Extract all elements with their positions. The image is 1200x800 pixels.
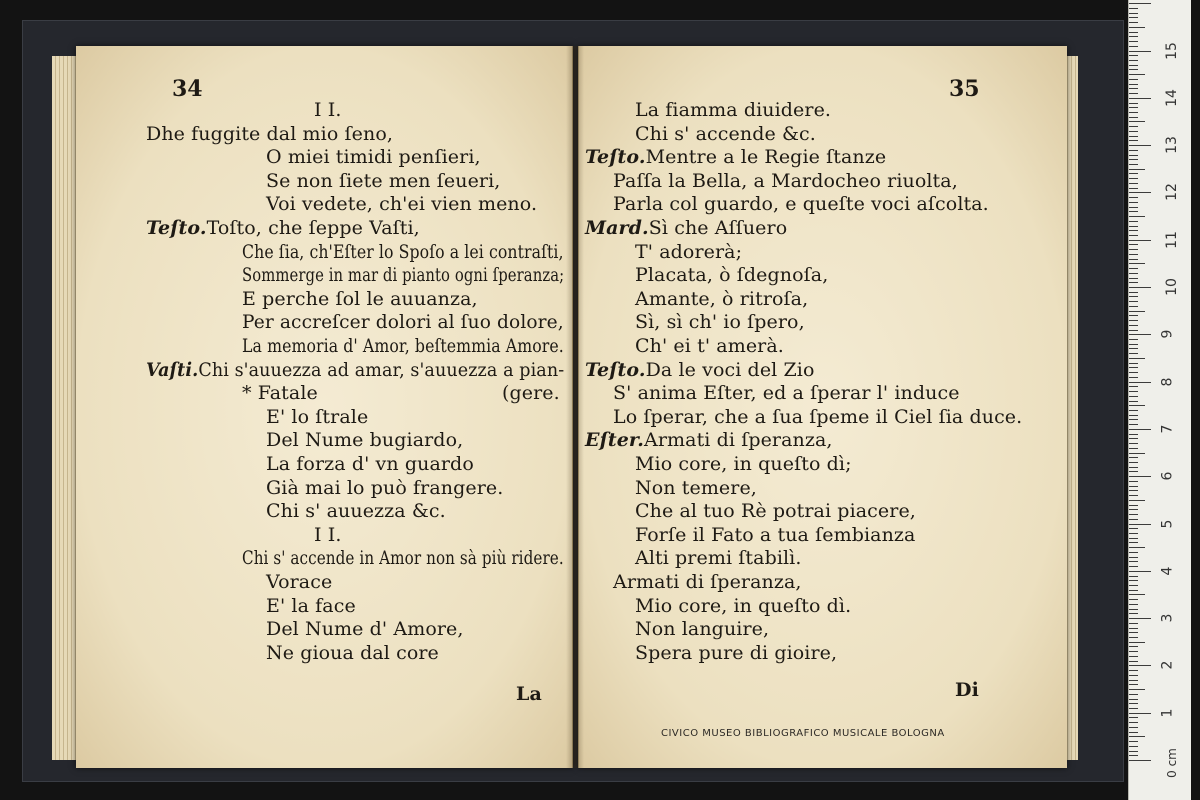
verse-text: Chi s' accende in Amor non sà più ridere.: [242, 547, 564, 570]
right-page-line: [635, 240, 742, 264]
ruler-number: 5: [1159, 519, 1176, 528]
verse-text: Già mai lo può frangere.: [266, 476, 504, 499]
ruler-tick: [1129, 590, 1138, 591]
ruler-tick: [1129, 509, 1138, 510]
verse-text: T' adorerà;: [635, 240, 743, 263]
left-page-line: [266, 428, 463, 452]
ruler-tick: [1129, 651, 1138, 652]
left-page-line: [266, 570, 332, 594]
speaker-label: Mard.: [585, 217, 649, 239]
ruler-tick: [1129, 41, 1138, 42]
verse-text: Voi vedete, ch'ei vien meno.: [266, 193, 538, 216]
ruler-tick: [1129, 145, 1151, 146]
right-page-line: [635, 617, 769, 641]
verse-text: I I.: [314, 99, 342, 121]
left-page-line: [146, 358, 564, 382]
ruler-tick: [1129, 292, 1138, 293]
left-page-line: [266, 169, 500, 193]
ruler-tick: [1129, 637, 1138, 638]
ruler-tick: [1129, 22, 1138, 23]
verse-text: La memoria d' Amor, beſtemmia Amore.: [242, 335, 564, 357]
ruler-tick: [1129, 126, 1138, 127]
ruler-tick: [1129, 736, 1145, 737]
ruler-tick: [1129, 419, 1138, 420]
left-page-line: [266, 476, 503, 500]
ruler-tick: [1129, 566, 1138, 567]
verse-text: E' lo ſtrale: [266, 405, 369, 428]
ruler-tick: [1129, 656, 1138, 657]
right-page-line: [635, 287, 808, 311]
ruler-tick: [1129, 580, 1138, 581]
right-page-line: [635, 476, 757, 500]
ruler-tick: [1129, 334, 1151, 335]
ruler-tick: [1129, 429, 1151, 430]
ruler-tick: [1129, 410, 1138, 411]
ruler-tick: [1129, 514, 1138, 515]
ruler-tick: [1129, 377, 1138, 378]
ruler-tick: [1129, 741, 1138, 742]
ruler-tick: [1129, 538, 1138, 539]
ruler-number: 2: [1159, 660, 1176, 670]
ruler-tick: [1129, 424, 1138, 425]
verse-text: Se non ſiete men ſeueri,: [266, 169, 501, 192]
ruler-tick: [1129, 273, 1138, 274]
verse-text: Forſe il Fato a tua ſembianza: [635, 523, 916, 546]
ruler-tick: [1129, 684, 1138, 685]
ruler-tick: [1129, 51, 1151, 52]
ruler-tick: [1129, 13, 1138, 14]
verse-text: Armati di ſperanza,: [613, 571, 802, 593]
ruler-tick: [1129, 216, 1145, 217]
left-page-line: [242, 381, 318, 405]
verse-text: Alti premi ſtabilì.: [635, 547, 802, 570]
verse-text: Chi s'auuezza ad amar, s'auuezza a pian-: [198, 358, 565, 381]
ruler-tick: [1129, 192, 1151, 193]
ruler-tick: [1129, 3, 1151, 4]
ruler-tick: [1129, 17, 1138, 18]
speaker-label: Teſto.: [585, 358, 646, 381]
ruler-tick: [1129, 55, 1138, 56]
right-page-line: [613, 169, 958, 193]
ruler-tick: [1129, 453, 1145, 454]
ruler-tick: [1129, 434, 1138, 435]
speaker-label: Vaſti.: [146, 358, 199, 381]
ruler-tick: [1129, 561, 1138, 562]
ruler-tick: [1129, 363, 1138, 364]
ruler-tick: [1129, 713, 1151, 714]
verse-text: Del Nume bugiardo,: [266, 429, 464, 452]
ruler-tick: [1129, 708, 1138, 709]
ruler-tick: [1129, 557, 1138, 558]
ruler-tick: [1129, 547, 1145, 548]
ruler-tick: [1129, 301, 1138, 302]
right-page-line: [585, 358, 815, 382]
ruler-tick: [1129, 178, 1138, 179]
ruler-tick: [1129, 211, 1138, 212]
ruler-tick: [1129, 495, 1138, 496]
verse-text: O miei timidi penſieri,: [266, 146, 481, 169]
ruler-number: 9: [1159, 329, 1176, 339]
ruler-tick: [1129, 98, 1151, 99]
right-page-line: [585, 145, 886, 169]
ruler-tick: [1129, 207, 1138, 208]
ruler-tick: [1129, 746, 1138, 747]
ruler-tick: [1129, 93, 1138, 94]
right-page: [578, 46, 1067, 768]
ruler-tick: [1129, 344, 1138, 345]
ruler-tick: [1129, 594, 1145, 595]
ruler-tick: [1129, 169, 1145, 170]
verse-text: Del Nume d' Amore,: [266, 618, 464, 641]
ruler-tick: [1129, 462, 1138, 463]
verse-text: Sommerge in mar di pianto ogni ſperanza;: [242, 264, 565, 287]
ruler-tick: [1129, 467, 1138, 468]
ruler-tick: [1129, 79, 1138, 80]
ruler-number: 1: [1159, 708, 1176, 718]
verse-text: Placata, ò ſdegnoſa,: [635, 264, 829, 287]
speaker-label: Teſto.: [146, 217, 207, 239]
left-page-line: [266, 641, 439, 665]
ruler-tick: [1129, 112, 1138, 113]
ruler-tick: [1129, 642, 1145, 643]
verse-text: Ch' ei t' amerà.: [635, 335, 784, 357]
ruler-tick: [1129, 183, 1138, 184]
ruler-tick: [1129, 528, 1138, 529]
speaker-label: Teſto.: [585, 146, 646, 169]
ruler-tick: [1129, 358, 1145, 359]
ruler-tick: [1129, 240, 1151, 241]
verse-text: E perche ſol le auuanza,: [242, 287, 478, 310]
ruler-tick: [1129, 235, 1138, 236]
ruler-tick: [1129, 386, 1138, 387]
ruler-number: 15: [1163, 41, 1180, 60]
verse-text: Sì che Aſſuero: [648, 217, 788, 239]
ruler-tick: [1129, 755, 1138, 756]
ruler-tick: [1129, 244, 1138, 245]
ruler-tick: [1129, 689, 1145, 690]
right-page-number: 35: [949, 76, 980, 102]
ruler-tick: [1129, 481, 1138, 482]
ruler-tick: [1129, 670, 1138, 671]
verse-text: La fiamma diuidere.: [635, 99, 832, 121]
ruler-tick: [1129, 585, 1138, 586]
ruler-tick: [1129, 150, 1138, 151]
ruler-tick: [1129, 74, 1145, 75]
ruler-tick: [1129, 703, 1138, 704]
ruler-tick: [1129, 136, 1138, 137]
verse-text: Ne gioua dal core: [266, 641, 439, 664]
verse-text: Mio core, in queſto dì;: [635, 453, 852, 475]
ruler-tick: [1129, 500, 1145, 501]
ruler-number: 11: [1163, 230, 1180, 249]
ruler-tick: [1129, 249, 1138, 250]
ruler-tick: [1129, 372, 1138, 373]
left-page-line: [242, 334, 564, 358]
verse-text: Mentre a le Regie ſtanze: [645, 146, 887, 169]
left-page-line: [266, 452, 474, 476]
ruler-tick: [1129, 159, 1138, 160]
verse-text: Parla col guardo, e queſte voci aſcolta.: [613, 193, 989, 216]
ruler-tick: [1129, 471, 1138, 472]
verse-text: Armati di ſperanza,: [644, 429, 833, 452]
right-page-line: [635, 523, 915, 547]
ruler-tick: [1129, 155, 1138, 156]
right-page-line: [635, 98, 831, 122]
verse-text: Per accreſcer dolori al ſuo dolore,: [242, 311, 564, 334]
ruler-tick: [1129, 46, 1138, 47]
ruler-tick: [1129, 259, 1138, 260]
right-page-line: [613, 192, 989, 216]
ruler-tick: [1129, 628, 1138, 629]
ruler-tick: [1129, 661, 1138, 662]
verse-text: Chi s' auuezza &c.: [266, 500, 446, 523]
ruler-tick: [1129, 760, 1151, 761]
ruler-tick: [1129, 665, 1151, 666]
line-continuation: (gere.: [502, 382, 560, 405]
verse-text: Spera pure di gioire,: [635, 641, 838, 664]
ruler-tick: [1129, 36, 1138, 37]
verse-text: E' la face: [266, 594, 356, 617]
ruler-tick: [1129, 722, 1138, 723]
verse-text: La forza d' vn guardo: [266, 453, 474, 475]
verse-text: Dhe fuggite dal mio ſeno,: [146, 122, 394, 145]
left-page-number: 34: [172, 76, 203, 102]
ruler-tick: [1129, 732, 1138, 733]
ruler-tick: [1129, 618, 1151, 619]
ruler-tick: [1129, 69, 1138, 70]
ruler-tick: [1129, 367, 1138, 368]
ruler-number: 13: [1163, 136, 1180, 155]
ruler-tick: [1129, 330, 1138, 331]
verse-text: Toſto, che ſeppe Vaſti,: [206, 217, 420, 239]
right-page-line: [635, 594, 851, 618]
verse-text: Vorace: [266, 571, 333, 593]
ruler-tick: [1129, 117, 1138, 118]
ruler-tick: [1129, 282, 1138, 283]
ruler-tick: [1129, 8, 1138, 9]
ruler-tick: [1129, 263, 1145, 264]
verse-text: Che ſia, ch'Eſter lo Spoſo a lei contraſti,: [242, 240, 564, 263]
ruler-tick: [1129, 646, 1138, 647]
ruler-tick: [1129, 401, 1138, 402]
ruler-tick: [1129, 311, 1145, 312]
ruler-tick: [1129, 604, 1138, 605]
ruler-tick: [1129, 505, 1138, 506]
ruler-tick: [1129, 339, 1138, 340]
ruler-tick: [1129, 60, 1138, 61]
right-page-line: [613, 381, 960, 405]
left-page-line: [266, 499, 446, 523]
ruler-number: 12: [1163, 183, 1180, 202]
ruler-tick: [1129, 188, 1138, 189]
ruler-tick: [1129, 84, 1138, 85]
left-page-line: [266, 617, 464, 641]
ruler-tick: [1129, 571, 1151, 572]
ruler-tick: [1129, 443, 1138, 444]
right-page-line: [613, 570, 802, 594]
ruler-tick: [1129, 415, 1138, 416]
left-page-line: [242, 546, 564, 570]
verse-text: * Fatale: [242, 382, 318, 405]
ruler-tick: [1129, 320, 1138, 321]
ruler-tick: [1129, 552, 1138, 553]
right-page-line: [585, 216, 787, 240]
ruler-tick: [1129, 88, 1138, 89]
left-page-line: [242, 240, 564, 264]
ruler-tick: [1129, 533, 1138, 534]
ruler-number: 4: [1159, 566, 1176, 576]
ruler-unit-label: 0 cm: [1164, 748, 1179, 778]
ruler-tick: [1129, 751, 1138, 752]
book-gutter: [566, 46, 584, 768]
left-page-line: [314, 98, 342, 122]
ruler-tick: [1129, 717, 1138, 718]
verse-text: Chi s' accende &c.: [635, 122, 816, 145]
ruler-tick: [1129, 623, 1138, 624]
ruler-tick: [1129, 476, 1151, 477]
ruler-tick: [1129, 268, 1138, 269]
ruler-number: 14: [1163, 88, 1180, 107]
ruler-tick: [1129, 519, 1138, 520]
ruler-tick: [1129, 699, 1138, 700]
ruler-tick: [1129, 486, 1138, 487]
ruler-tick: [1129, 542, 1138, 543]
ruler-tick: [1129, 680, 1138, 681]
ruler-tick: [1129, 576, 1138, 577]
right-page-line: [613, 405, 1022, 429]
left-page-line: [266, 192, 537, 216]
ruler-tick: [1129, 27, 1145, 28]
verse-text: S' anima Eſter, ed a ſperar l' induce: [613, 382, 960, 405]
ruler-tick: [1129, 103, 1138, 104]
ruler-tick: [1129, 306, 1138, 307]
ruler-tick: [1129, 230, 1138, 231]
ruler-tick: [1129, 131, 1138, 132]
left-page-line: [242, 263, 564, 287]
ruler-tick: [1129, 490, 1138, 491]
verse-text: Da le voci del Zio: [645, 358, 815, 381]
right-page-line: [635, 452, 852, 476]
verse-text: Lo ſperar, che a ſua ſpeme il Ciel ſia duce.: [613, 405, 1023, 428]
left-page-line: [266, 405, 368, 429]
ruler-tick: [1129, 325, 1138, 326]
ruler-tick: [1129, 382, 1151, 383]
ruler-tick: [1129, 599, 1138, 600]
left-page-line: [146, 216, 420, 240]
ruler-tick: [1129, 391, 1138, 392]
speaker-label: Eſter.: [585, 429, 645, 452]
verse-text: Che al tuo Rè potrai piacere,: [635, 500, 916, 523]
ruler-tick: [1129, 609, 1138, 610]
ruler-number: 6: [1159, 471, 1176, 481]
left-page-line: [146, 122, 393, 146]
ruler-tick: [1129, 254, 1138, 255]
ruler-tick: [1129, 613, 1138, 614]
verse-text: Paſſa la Bella, a Mardocheo riuolta,: [613, 169, 958, 192]
right-catchword: Di: [955, 679, 979, 701]
verse-text: Non temere,: [635, 476, 757, 499]
ruler-tick: [1129, 632, 1138, 633]
left-page-line: [314, 523, 342, 547]
ruler-tick: [1129, 296, 1138, 297]
ruler-tick: [1129, 221, 1138, 222]
ruler-tick: [1129, 315, 1138, 316]
ruler-tick: [1129, 197, 1138, 198]
left-catchword: La: [516, 683, 542, 705]
left-page-line: [266, 145, 481, 169]
ruler-tick: [1129, 226, 1138, 227]
right-page-line: [585, 428, 833, 452]
ruler-tick: [1129, 348, 1138, 349]
verse-text: Amante, ò ritroſa,: [635, 287, 809, 310]
ruler-tick: [1129, 524, 1151, 525]
ruler-tick: [1129, 727, 1138, 728]
ruler-tick: [1129, 405, 1145, 406]
right-page-line: [635, 310, 805, 334]
ruler-tick: [1129, 278, 1138, 279]
right-page-line: [635, 334, 784, 358]
ruler-tick: [1129, 32, 1138, 33]
ruler-tick: [1129, 675, 1138, 676]
right-page-line: [635, 499, 916, 523]
ruler-tick: [1129, 164, 1138, 165]
ruler-tick: [1129, 121, 1145, 122]
ruler-tick: [1129, 396, 1138, 397]
left-page-line: [242, 287, 478, 311]
ruler-number: 3: [1159, 613, 1176, 623]
ruler-tick: [1129, 173, 1138, 174]
library-stamp: CIVICO MUSEO BIBLIOGRAFICO MUSICALE BOLOGNA: [661, 728, 945, 739]
verse-text: Mio core, in queſto dì.: [635, 594, 852, 617]
measurement-ruler: [1128, 0, 1191, 800]
ruler-tick: [1129, 140, 1138, 141]
ruler-tick: [1129, 353, 1138, 354]
left-page-line: [266, 594, 356, 618]
verse-text: Non languire,: [635, 618, 770, 641]
ruler-tick: [1129, 107, 1138, 108]
ruler-tick: [1129, 448, 1138, 449]
verse-text: Sì, sì ch' io ſpero,: [635, 311, 805, 334]
verse-text: I I.: [314, 523, 342, 546]
ruler-number: 10: [1163, 278, 1180, 296]
ruler-tick: [1129, 65, 1138, 66]
ruler-number: 7: [1159, 424, 1176, 434]
ruler-number: 8: [1159, 377, 1176, 387]
ruler-tick: [1129, 694, 1138, 695]
ruler-tick: [1129, 457, 1138, 458]
ruler-tick: [1129, 202, 1138, 203]
right-page-line: [635, 546, 802, 570]
left-page: [76, 46, 573, 768]
right-page-line: [635, 263, 828, 287]
left-page-edges: [52, 56, 78, 760]
right-page-line: [635, 641, 837, 665]
ruler-tick: [1129, 438, 1138, 439]
ruler-tick: [1129, 287, 1151, 288]
right-page-line: [635, 122, 816, 146]
left-page-line: [242, 310, 564, 334]
